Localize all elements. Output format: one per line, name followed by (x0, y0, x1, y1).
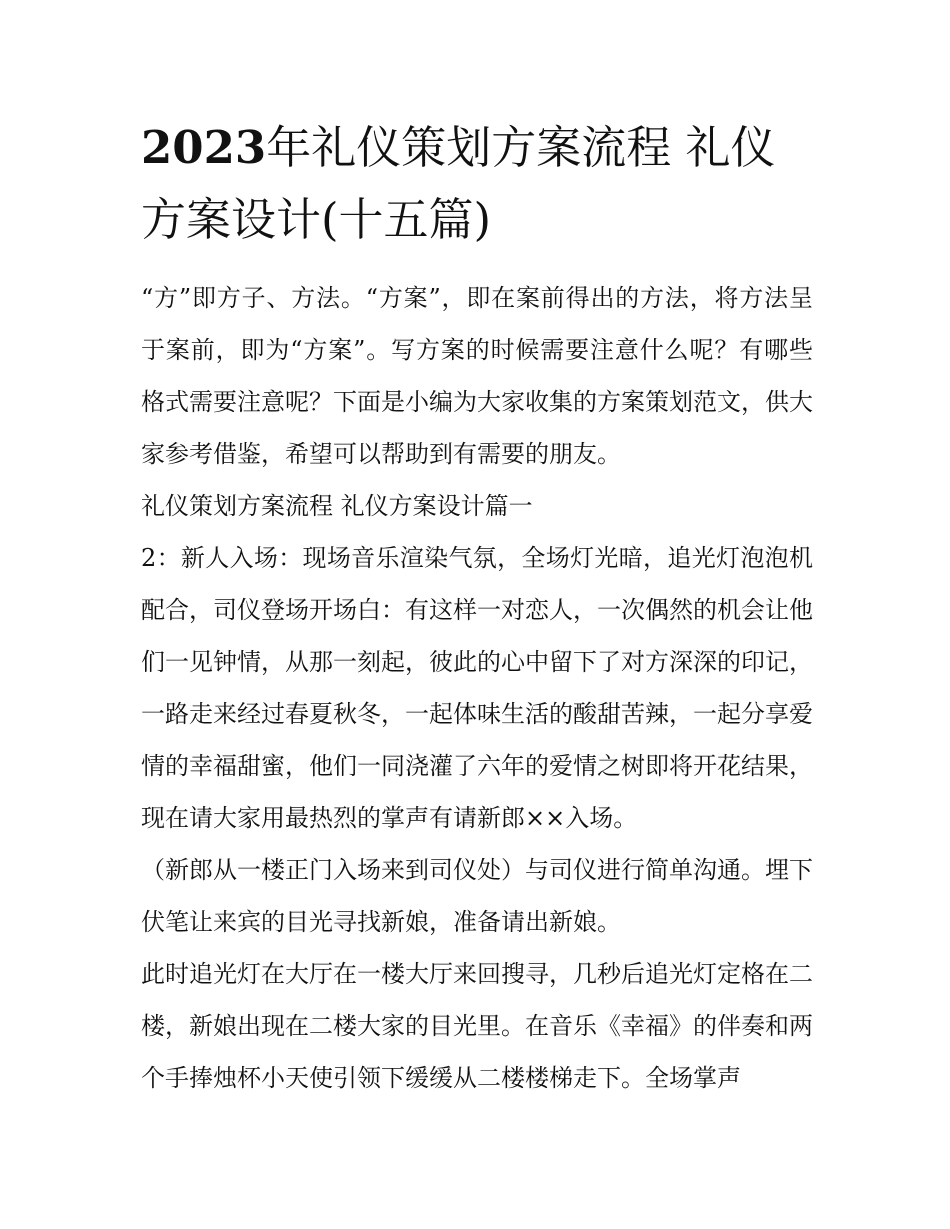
section-heading: 礼仪策划方案流程 礼仪方案设计篇一 (141, 492, 533, 520)
body-paragraph: （新郎从一楼正门入场来到司仪处）与司仪进行简单沟通。埋下伏笔让来宾的目光寻找新娘，准备请出新娘。 (141, 856, 813, 936)
document-page (141, 112, 813, 1104)
title-year: 2023 (141, 121, 267, 174)
body-paragraph: 2：新人入场：现场音乐渲染气氛，全场灯光暗，追光灯泡泡机配合，司仪登场开场白：有这样一对恋人，一次偶然的机会让他们一见钟情，从那一刻起，彼此的心中留下了对方深深的印记，一路走来经过春夏秋冬，一起体味生活的酸甜苦辣，一起分享爱情的幸福甜蜜，他们一同浇灌了六年的爱情之树即将开花结果，现在请大家用最热烈的掌声有请新郎××入场。 (141, 544, 813, 832)
body-paragraph: 此时追光灯在大厅在一楼大厅来回搜寻，几秒后追光灯定格在二楼，新娘出现在二楼大家的目光里。在音乐《幸福》的伴奏和两个手捧烛杯小天使引领下缓缓从二楼楼梯走下。全场掌声 (141, 960, 813, 1092)
intro-paragraph: “方”即方子、方法。“方案”，即在案前得出的方法，将方法呈于案前，即为“方案”。写方案的时候需要注意什么呢？有哪些格式需要注意呢？下面是小编为大家收集的方案策划范文，供大家参考借鉴，希望可以帮助到有需要的朋友。 (141, 284, 813, 468)
document-title (141, 112, 813, 256)
title-text: 年礼仪策划方案流程 礼仪方案设计(十五篇) (141, 121, 776, 246)
